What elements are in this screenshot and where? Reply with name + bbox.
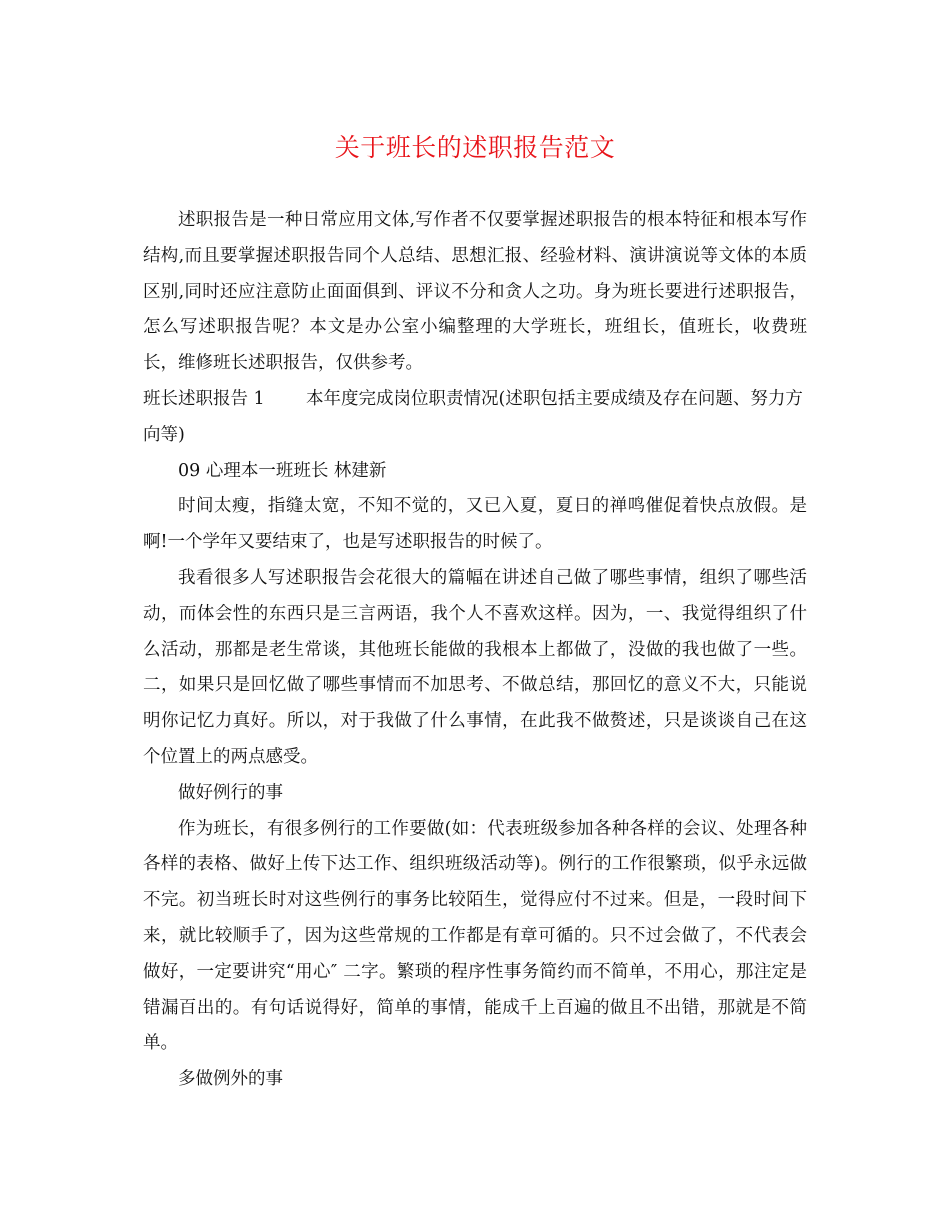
report-header-line (143, 382, 807, 454)
report-subtitle: 本年度完成岗位职责情况(述职包括主要成绩及存在问题、努力方向等) (143, 388, 803, 445)
intro-paragraph: 述职报告是一种日常应用文体,写作者不仅要掌握述职报告的根本特征和根本写作结构,而且要掌握述职报告同个人总结、思想汇报、经验材料、演讲演说等文体的本质区别,同时还应注意防止面面俱到、评议不分和贪人之功。身为班长要进行述职报告，怎么写述职报告呢？本文是办公室小编整理的大学班长，班组长，值班长，收费班长，维修班长述职报告，仅供参考。 (143, 210, 807, 374)
paragraph-2: 我看很多人写述职报告会花很大的篇幅在讲述自己做了哪些事情，组织了哪些活动，而体会性的东西只是三言两语，我个人不喜欢这样。因为，一、我觉得组织了什么活动，那都是老生常谈，其他班长能做的我根本上都做了，没做的我也做了一些。二，如果只是回忆做了哪些事情而不加思考、不做总结，那回忆的意义不大，只能说明你记忆力真好。所以，对于我做了什么事情，在此我不做赘述，只是谈谈自己在这个位置上的两点感受。 (143, 567, 807, 767)
section-heading-routine: 做好例行的事 (178, 782, 283, 803)
report-label: 班长述职报告 1 (143, 388, 265, 409)
author-line: 09 心理本一班班长 林建新 (178, 460, 387, 481)
paragraph-3: 作为班长，有很多例行的工作要做(如：代表班级参加各种各样的会议、处理各种各样的表格、做好上传下达工作、组织班级活动等)。例行的工作很繁琐，似乎永远做不完。初当班长时对这些例行的事务比较陌生，觉得应付不过来。但是，一段时间下来，就比较顺手了，因为这些常规的工作都是有章可循的。只不过会做了，不代表会做好，一定要讲究“用心″ 二字。繁琐的程序性事务简约而不简单，不用心，那注定是错漏百出的。有句话说得好，简单的事情，能成千上百遍的做且不出错，那就是不简单。 (143, 818, 807, 1054)
document-title: 关于班长的述职报告范文 (334, 133, 616, 162)
section-heading-exceptional: 多做例外的事 (178, 1069, 283, 1090)
paragraph-1: 时间太瘦，指缝太宽，不知不觉的，又已入夏，夏日的禅鸣催促着快点放假。是啊!一个学年又要结束了，也是写述职报告的时候了。 (143, 496, 807, 553)
document-body (143, 203, 807, 1098)
